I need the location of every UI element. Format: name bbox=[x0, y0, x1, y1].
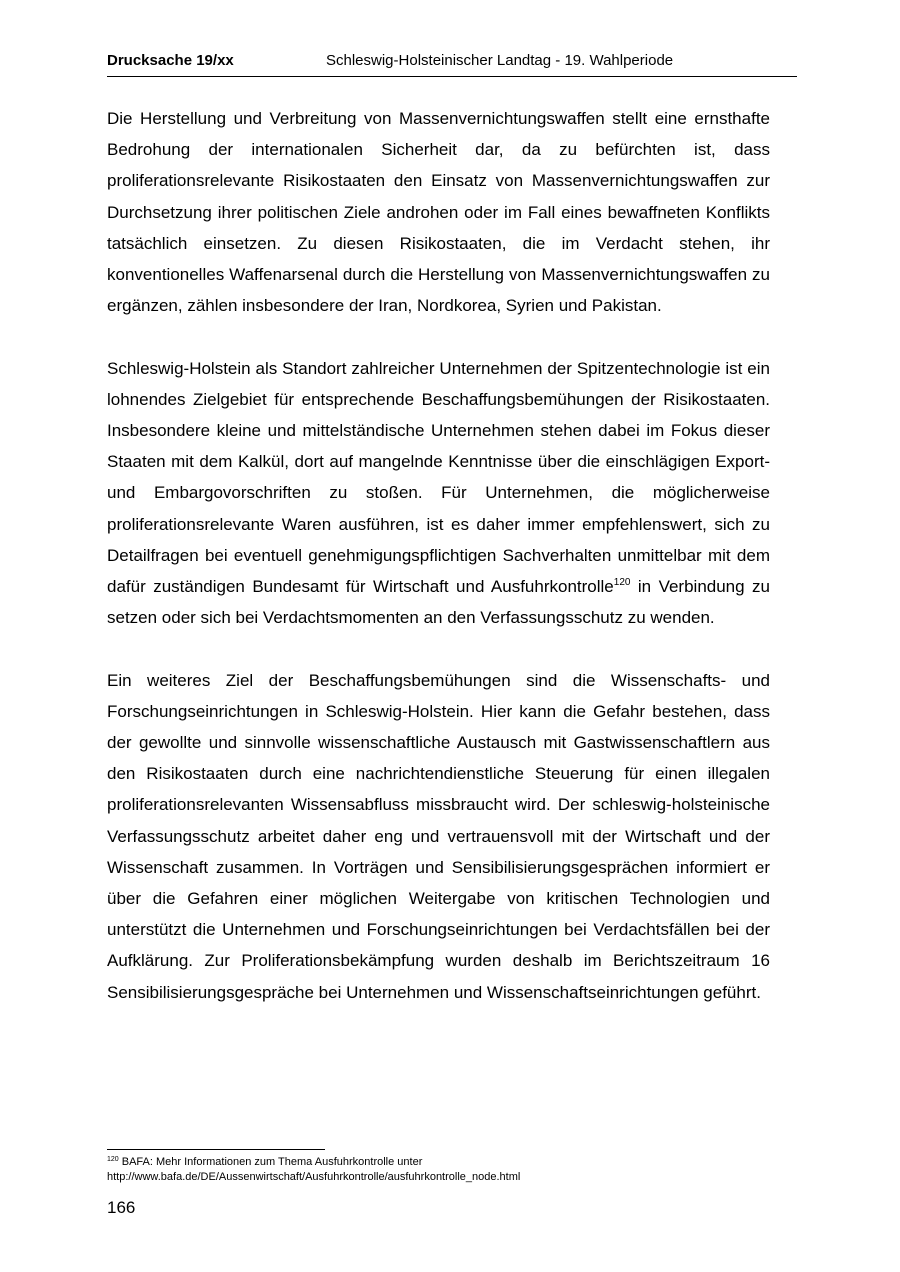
page-number: 166 bbox=[107, 1198, 136, 1217]
footnote bbox=[107, 1155, 797, 1185]
footnote-divider bbox=[107, 1149, 325, 1150]
footnote-url[interactable]: http://www.bafa.de/DE/Aussenwirtschaft/Ausfuhrkontrolle/ausfuhrkontrolle_node.html bbox=[107, 1171, 521, 1183]
footnote-text: BAFA: Mehr Informationen zum Thema Ausfuhrkontrolle unter bbox=[118, 1156, 423, 1168]
body-text bbox=[107, 103, 770, 1039]
paragraph-2 bbox=[107, 353, 770, 634]
document-number: Drucksache 19/xx bbox=[107, 52, 234, 69]
header-divider bbox=[107, 76, 797, 77]
footnote-reference[interactable]: 120 bbox=[613, 577, 631, 589]
paragraph-2-text-b: in Verbindung zu setzen oder sich bei Verdachtsmomenten an den Verfassungsschutz zu wenden. bbox=[107, 577, 770, 628]
footnote-line bbox=[107, 1155, 797, 1170]
footnote-number: 120 bbox=[107, 1156, 119, 1163]
paragraph-3: Ein weiteres Ziel der Beschaffungsbemühungen sind die Wissenschafts- und Forschungseinrichtungen in Schleswig-Holstein. Hier kann die Gefahr bestehen, dass der gewollte und sinnvolle wissenschaftliche Austausch mit Gastwissenschaftlern aus den Risikostaaten durch eine nachrichtendienstliche Steuerung für einen illegalen proliferationsrelevanten Wissensabfluss missbraucht wird. Der schleswig-holsteinische Verfassungsschutz arbeitet daher eng und vertrauensvoll mit der Wirtschaft und der Wissenschaft zusammen. In Vorträgen und Sensibilisierungsgesprächen informiert er über die Gefahren einer möglichen Weitergabe von kritischen Technologien und unterstützt die Unternehmen und Forschungseinrichtungen bei Verdachtsfällen bei der Aufklärung. Zur Proliferationsbekämpfung wurden deshalb im Berichtszeitraum 16 Sensibilisierungsgespräche bei Unternehmen und Wissenschaftseinrichtungen geführt. bbox=[107, 670, 770, 1002]
parliament-title: Schleswig-Holsteinischer Landtag - 19. Wahlperiode bbox=[326, 52, 674, 69]
paragraph-2-text-a: Schleswig-Holstein als Standort zahlreicher Unternehmen der Spitzentechnologie ist ein lohnendes Zielgebiet für entsprechende Beschaffungsbemühungen der Risikostaaten. Insbesondere kleine und mittelständische Unternehmen stehen dabei im Fokus dieser Staaten mit dem Kalkül, dort auf mangelnde Kenntnisse über die einschlägigen Export- und Embargovorschriften zu stoßen. Für Unternehmen, die möglicherweise proliferationsrelevante Waren ausführen, ist es daher immer empfehlenswert, sich zu Detailfragen bei eventuell genehmigungspflichtigen Sachverhalten unmittelbar mit dem dafür zuständigen Bundesamt für Wirtschaft und Ausfuhrkontrolle bbox=[107, 358, 770, 597]
paragraph-1: Die Herstellung und Verbreitung von Massenvernichtungswaffen stellt eine ernsthafte Bedrohung der internationalen Sicherheit dar, da zu befürchten ist, dass proliferationsrelevante Risikostaaten den Einsatz von Massenvernichtungswaffen zur Durchsetzung ihrer politischen Ziele androhen oder im Fall eines bewaffneten Konflikts tatsächlich einsetzen. Zu diesen Risikostaaten, die im Verdacht stehen, ihr konventionelles Waffenarsenal durch die Herstellung von Massenvernichtungswaffen zu ergänzen, zählen insbesondere der Iran, Nordkorea, Syrien und Pakistan. bbox=[107, 109, 770, 316]
